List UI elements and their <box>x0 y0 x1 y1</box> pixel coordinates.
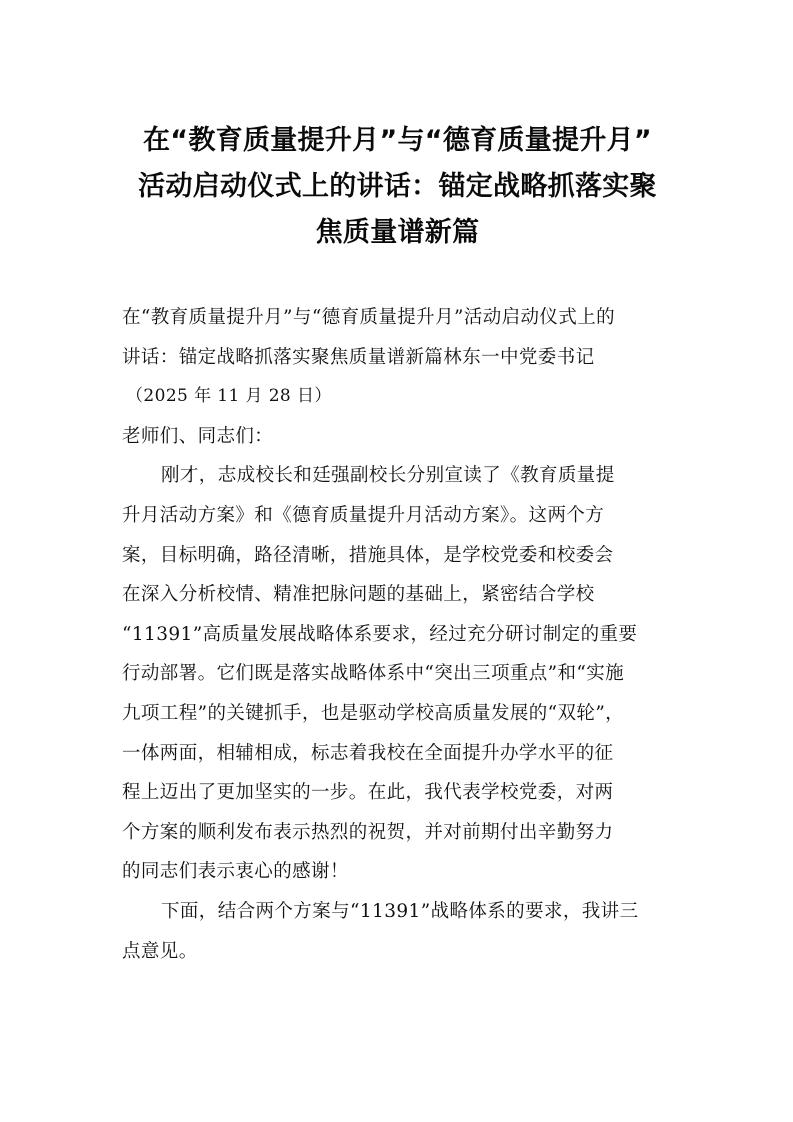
paragraph-line: 个方案的顺利发布表示热烈的祝贺，并对前期付出辛勤努力 <box>122 821 614 843</box>
document-body <box>122 298 682 971</box>
title-line: 活动启动仪式上的讲话：锚定战略抓落实聚 <box>138 171 657 202</box>
paragraph-line: 行动部署。它们既是落实战略体系中“突出三项重点”和“实施 <box>122 663 625 685</box>
salutation: 老师们、同志们： <box>122 425 274 447</box>
title-line: 在“教育质量提升月”与“德育质量提升月” <box>143 125 652 156</box>
paragraph-1 <box>122 456 682 892</box>
paragraph-line: 升月活动方案》和《德育质量提升月活动方案》。这两个方 <box>122 504 605 526</box>
paragraph-line: 一体两面，相辅相成，标志着我校在全面提升办学水平的征 <box>122 742 614 764</box>
paragraph-line: “11391”高质量发展战略体系要求，经过充分研讨制定的重要 <box>122 623 638 645</box>
paragraph-line: 九项工程”的关键抓手，也是驱动学校高质量发展的“双轮”， <box>122 702 625 724</box>
intro-line: 在“教育质量提升月”与“德育质量提升月”活动启动仪式上的 <box>122 307 616 328</box>
title-line: 焦质量谱新篇 <box>315 217 480 248</box>
speech-header <box>122 298 682 456</box>
paragraph-line: 的同志们表示衷心的感谢！ <box>122 861 349 883</box>
paragraph-line: 下面，结合两个方案与“11391”战略体系的要求，我讲三 <box>161 900 639 922</box>
paragraph-line: 刚才，志成校长和廷强副校长分别宣读了《教育质量提 <box>161 465 615 487</box>
intro-line: 讲话：锚定战略抓落实聚焦质量谱新篇林东一中党委书记 <box>122 346 595 368</box>
paragraph-line: 点意见。 <box>122 940 198 962</box>
paragraph-2 <box>122 892 682 971</box>
paragraph-line: 程上迈出了更加坚实的一步。在此，我代表学校党委，对两 <box>122 782 614 804</box>
speech-date: （2025 年 11 月 28 日） <box>126 386 332 407</box>
paragraph-line: 案，目标明确，路径清晰，措施具体，是学校党委和校委会 <box>122 544 614 566</box>
document-title <box>110 118 685 256</box>
paragraph-line: 在深入分析校情、精准把脉问题的基础上，紧密结合学校 <box>122 584 595 606</box>
